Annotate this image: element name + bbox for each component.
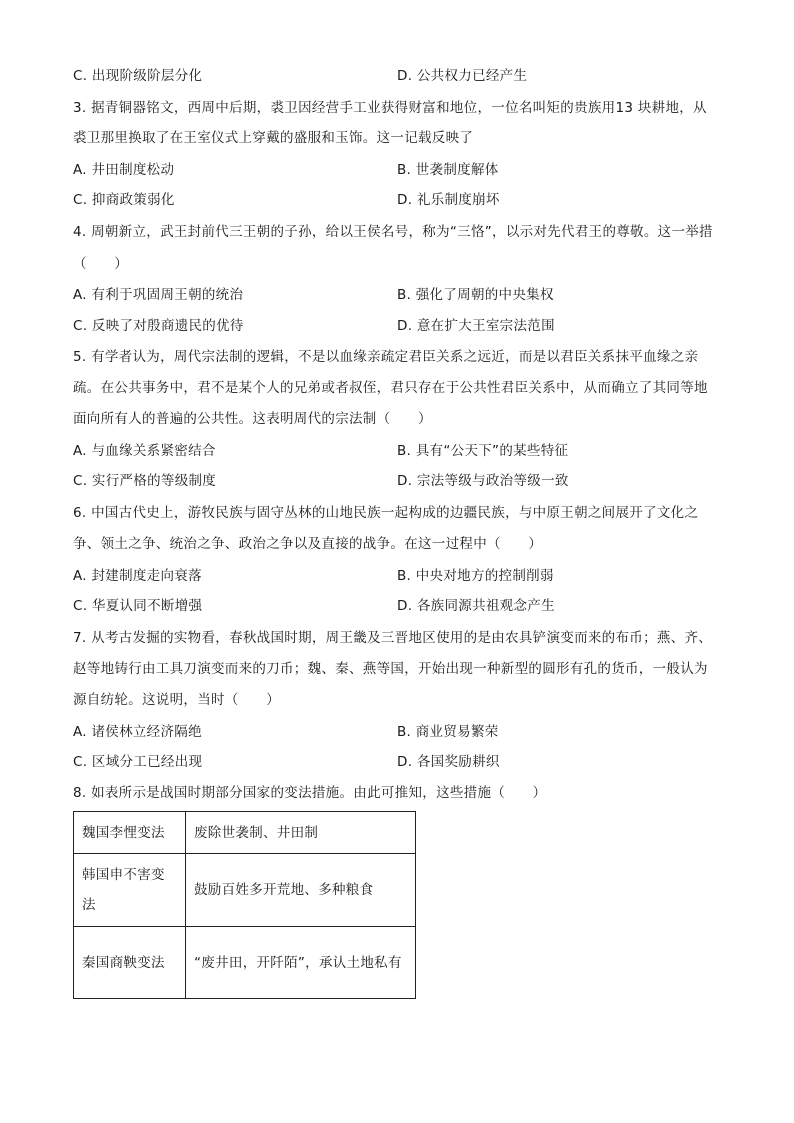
q5-option-b[interactable]: B. 具有“公天下”的某些特征 [397, 443, 569, 459]
table-cell-measure: 废除世袭制、井田制 [186, 812, 416, 854]
q4-option-b[interactable]: B. 强化了周朝的中央集权 [397, 287, 554, 303]
q7-stem-line-2: 赵等地铸行由工具刀演变而来的刀币；魏、秦、燕等国，开始出现一种新型的圆形有孔的货币，一般认为 [73, 661, 708, 677]
table-row [74, 854, 416, 927]
q3-stem-line-1: 3. 据青铜器铭文，西周中后期，裘卫因经营手工业获得财富和地位，一位名叫矩的贵族用13 块耕地，从 [73, 100, 707, 116]
q6-option-c[interactable]: C. 华夏认同不断增强 [73, 598, 203, 614]
q3-option-b[interactable]: B. 世袭制度解体 [397, 162, 499, 178]
table-cell-measure: “废井田，开阡陌”，承认土地私有 [186, 927, 416, 999]
q7-option-b[interactable]: B. 商业贸易繁荣 [397, 724, 499, 740]
q5-option-c[interactable]: C. 实行严格的等级制度 [73, 473, 217, 489]
q5-option-a[interactable]: A. 与血缘关系紧密结合 [73, 443, 216, 459]
q6-stem-line-1: 6. 中国古代史上，游牧民族与固守丛林的山地民族一起构成的边疆民族，与中原王朝之间展开了文化之 [73, 505, 699, 521]
q7-stem-line-3: 源自纺轮。这说明，当时（ ） [73, 692, 280, 708]
table-row [74, 927, 416, 999]
q4-option-d[interactable]: D. 意在扩大王室宗法范围 [397, 318, 555, 334]
q7-option-c[interactable]: C. 区域分工已经出现 [73, 754, 203, 770]
q4-stem-line-1: 4. 周朝新立，武王封前代三王朝的子孙，给以王侯名号，称为“三恪”，以示对先代君王的尊敬。这一举措 [73, 224, 713, 240]
q3-stem-line-2: 裘卫那里换取了在王室仪式上穿戴的盛服和玉饰。这一记载反映了 [73, 130, 474, 146]
q8-stem: 8. 如表所示是战国时期部分国家的变法措施。由此可推知，这些措施（ ） [73, 785, 547, 801]
table-cell-state: 秦国商鞅变法 [74, 927, 186, 999]
q4-option-a[interactable]: A. 有利于巩固周王朝的统治 [73, 287, 244, 303]
q5-stem-line-3: 面向所有人的普遍的公共性。这表明周代的宗法制（ ） [73, 411, 432, 427]
q3-option-c[interactable]: C. 抑商政策弱化 [73, 192, 175, 208]
table-cell-state: 魏国李悝变法 [74, 812, 186, 854]
q5-stem-line-2: 疏。在公共事务中，君不是某个人的兄弟或者叔侄，君只存在于公共性君臣关系中，从而确立了其同等地 [73, 380, 708, 396]
q3-option-a[interactable]: A. 井田制度松动 [73, 162, 175, 178]
reform-table [73, 811, 416, 999]
q2-option-c[interactable]: C. 出现阶级阶层分化 [73, 68, 203, 84]
q6-option-b[interactable]: B. 中央对地方的控制削弱 [397, 568, 554, 584]
q7-option-d[interactable]: D. 各国奖励耕织 [397, 754, 500, 770]
q3-option-d[interactable]: D. 礼乐制度崩坏 [397, 192, 500, 208]
q6-option-a[interactable]: A. 封建制度走向衰落 [73, 568, 202, 584]
table-row [74, 812, 416, 854]
q2-option-d[interactable]: D. 公共权力已经产生 [397, 68, 528, 84]
q4-stem-line-2: （ ） [73, 256, 129, 272]
table-cell-state: 韩国申不害变法 [74, 854, 186, 927]
q6-stem-line-2: 争、领土之争、统治之争、政治之争以及直接的战争。在这一过程中（ ） [73, 536, 543, 552]
q6-option-d[interactable]: D. 各族同源共祖观念产生 [397, 598, 555, 614]
q5-option-d[interactable]: D. 宗法等级与政治等级一致 [397, 473, 569, 489]
q7-option-a[interactable]: A. 诸侯林立经济隔绝 [73, 724, 202, 740]
q7-stem-line-1: 7. 从考古发掘的实物看，春秋战国时期，周王畿及三晋地区使用的是由农具铲演变而来的布币；燕、齐、 [73, 630, 713, 646]
q4-option-c[interactable]: C. 反映了对殷商遗民的优待 [73, 318, 244, 334]
table-cell-measure: 鼓励百姓多开荒地、多种粮食 [186, 854, 416, 927]
q5-stem-line-1: 5. 有学者认为，周代宗法制的逻辑，不是以血缘亲疏定君臣关系之远近，而是以君臣关系抹平血缘之亲 [73, 349, 699, 365]
